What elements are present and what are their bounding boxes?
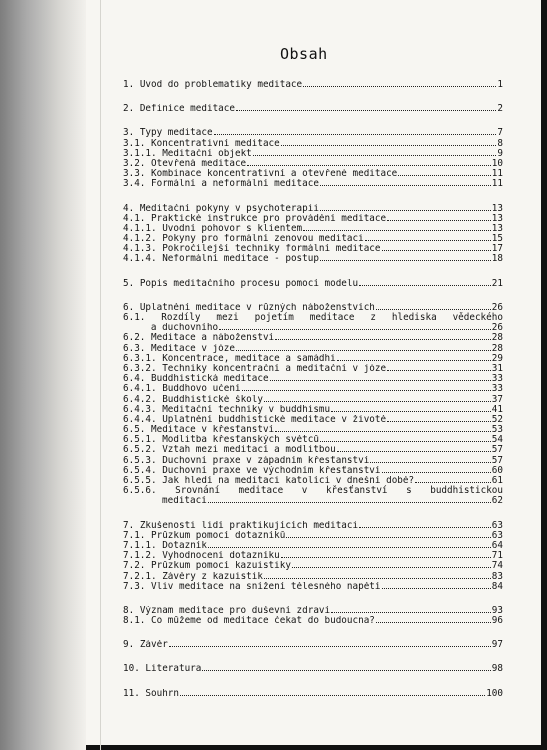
toc-entry-leader xyxy=(202,664,490,671)
toc-entry-leader xyxy=(415,476,491,483)
toc-entry-leader xyxy=(365,234,491,241)
toc-entry-leader xyxy=(275,333,491,340)
toc-entry-number: 6.4. xyxy=(123,373,146,385)
toc-entry-number: 6.1. xyxy=(123,312,146,323)
section-gap xyxy=(123,650,503,664)
toc-entry-text: Význam meditace pro duševní zdraví xyxy=(139,605,331,616)
toc-entry-leader xyxy=(303,80,496,87)
toc-entry-text: Vliv meditace na snížení tělesného napětí xyxy=(151,581,381,592)
toc-entry-page: 13 xyxy=(491,212,503,224)
toc-entry-leader xyxy=(275,425,491,432)
toc-entry-leader xyxy=(281,139,497,146)
toc-entry xyxy=(123,616,503,626)
toc-entry xyxy=(123,640,503,650)
toc-entry-leader xyxy=(208,496,491,503)
toc-section xyxy=(123,640,503,650)
toc-entry xyxy=(123,572,503,582)
toc-entry-page: 83 xyxy=(491,570,503,582)
toc-entry-leader xyxy=(387,214,491,221)
toc-entry-text: Uplatnění buddhistické meditace v životě xyxy=(162,414,387,425)
toc-entry xyxy=(123,405,503,415)
toc-entry-page: 13 xyxy=(491,202,503,214)
toc-entry-text: Pokyny pro formální zenovou meditaci xyxy=(162,234,364,245)
toc-entry-page: 28 xyxy=(491,332,503,344)
toc-entry-number: 7.2. xyxy=(123,560,146,572)
page-fold-line xyxy=(100,0,101,750)
toc-entry-page: 96 xyxy=(491,615,503,627)
toc-entry-leader xyxy=(281,551,491,558)
toc-entry xyxy=(123,466,503,476)
toc-entry-leader xyxy=(264,395,491,402)
toc-entry-leader xyxy=(303,224,491,231)
table-of-contents xyxy=(123,80,503,699)
toc-entry-text: Literatura xyxy=(145,664,202,675)
toc-entry-number: 7.2.1. xyxy=(123,570,157,582)
toc-entry-word: hlediska xyxy=(391,312,437,323)
book-gutter-shadow xyxy=(0,0,86,750)
toc-entry-page: 7 xyxy=(497,127,503,139)
toc-entry-text: Závěry z kazuistik xyxy=(162,571,263,582)
toc-entry-text: Meditační pokyny v psychoterapii xyxy=(139,203,319,214)
toc-entry xyxy=(123,279,503,289)
toc-entry-number: 6.4.2. xyxy=(123,393,157,405)
toc-entry-word: v xyxy=(301,485,308,497)
toc-entry xyxy=(123,344,503,354)
toc-entry xyxy=(123,234,503,244)
toc-entry-number: 8. xyxy=(123,604,135,616)
toc-entry-number: 7.1.2. xyxy=(123,550,157,562)
toc-entry-page: 63 xyxy=(491,519,503,531)
toc-entry-number: 3.3. xyxy=(123,168,146,180)
toc-entry-text: Kombinace koncentrativní a otevřené meditace xyxy=(151,169,398,180)
toc-entry-number: 6.5.4. xyxy=(123,464,157,476)
toc-entry-page: 9 xyxy=(497,147,503,159)
toc-entry-page: 18 xyxy=(491,253,503,265)
toc-entry xyxy=(123,128,503,138)
toc-section xyxy=(123,204,503,265)
toc-entry-page: 33 xyxy=(491,373,503,385)
toc-entry-page: 8 xyxy=(497,137,503,149)
toc-entry-text: Koncentrativní meditace xyxy=(151,138,280,149)
toc-section xyxy=(123,104,503,114)
toc-entry xyxy=(123,384,503,394)
toc-entry xyxy=(123,204,503,214)
toc-entry xyxy=(123,139,503,149)
toc-entry-leader xyxy=(387,415,491,422)
toc-entry-text: Meditace v józe xyxy=(151,343,235,354)
toc-entry-text: Závěr xyxy=(139,640,168,651)
toc-entry-page: 28 xyxy=(491,342,503,354)
toc-entry xyxy=(123,561,503,571)
toc-entry-page: 74 xyxy=(491,560,503,572)
toc-entry-leader xyxy=(376,616,491,623)
toc-entry-number: 6.5.6. xyxy=(123,485,157,497)
toc-entry-leader xyxy=(359,279,491,286)
toc-entry-leader xyxy=(264,572,491,579)
section-gap xyxy=(123,675,503,689)
toc-entry-leader xyxy=(208,541,491,548)
toc-entry-number: 7.3. xyxy=(123,580,146,592)
toc-entry xyxy=(123,354,503,364)
toc-entry-number: 3.1.1. xyxy=(123,147,157,159)
toc-entry-word: buddhistickou xyxy=(430,485,503,497)
toc-entry-number: 7. xyxy=(123,519,135,531)
toc-section xyxy=(123,128,503,189)
toc-entry-leader xyxy=(242,384,491,391)
toc-entry-page: 11 xyxy=(491,178,503,190)
toc-section xyxy=(123,279,503,289)
toc-entry-leader xyxy=(320,204,491,211)
toc-entry xyxy=(123,80,503,90)
toc-entry-page: 53 xyxy=(491,424,503,436)
toc-entry-number: 6.3.2. xyxy=(123,362,157,374)
toc-entry-text: Úvod do problematiky meditace xyxy=(139,80,303,90)
toc-entry xyxy=(123,159,503,169)
toc-entry-text: Meditace v křesťanství xyxy=(151,425,275,436)
toc-entry-text: Popis meditačního procesu pomocí modelu xyxy=(139,278,359,289)
toc-entry-text: Pokročilejší techniky formální meditace xyxy=(162,244,381,255)
toc-section xyxy=(123,689,503,699)
toc-entry-text: Uplatnění meditace v různých náboženstvích xyxy=(139,302,375,313)
toc-entry-leader xyxy=(376,303,491,310)
toc-entry-text: Techniky koncentrační a meditační v józe xyxy=(162,363,387,374)
toc-entry-text: Vyhodnocení dotazníku xyxy=(162,551,280,562)
toc-entry-number: 10. xyxy=(123,663,140,675)
toc-entry-number: 6.5.1. xyxy=(123,434,157,446)
toc-entry xyxy=(123,551,503,561)
toc-entry-number: 6.3.1. xyxy=(123,352,157,364)
toc-entry xyxy=(123,395,503,405)
toc-entry-number: 6.5. xyxy=(123,424,146,436)
toc-entry-text: Meditační objekt xyxy=(162,148,252,159)
toc-entry-number: 3. xyxy=(123,127,135,139)
toc-entry-page: 15 xyxy=(491,233,503,245)
toc-entry-text: Formální a neformální meditace xyxy=(151,179,319,190)
toc-entry-number: 4. xyxy=(123,202,135,214)
toc-entry-leader xyxy=(331,606,491,613)
toc-entry-text: Jak hledí na meditaci katolíci v dnešní době? xyxy=(162,476,415,486)
toc-entry-number: 8.1. xyxy=(123,615,146,627)
toc-entry-text: Praktické instrukce pro provádění meditace xyxy=(151,213,387,224)
toc-entry-text: meditací xyxy=(162,496,207,507)
toc-entry xyxy=(123,333,503,343)
toc-section xyxy=(123,521,503,592)
toc-entry xyxy=(123,541,503,551)
toc-entry-word: Srovnání xyxy=(175,485,220,497)
toc-entry-leader xyxy=(382,244,491,251)
toc-entry xyxy=(123,689,503,699)
toc-entry xyxy=(123,606,503,616)
toc-entry-leader xyxy=(337,445,491,452)
toc-entry-word: pojetím xyxy=(254,312,294,323)
toc-entry-number: 6.4.4. xyxy=(123,413,157,425)
toc-entry-page: 61 xyxy=(491,475,503,486)
toc-entry-leader xyxy=(253,149,497,156)
page-title: Obsah xyxy=(280,45,328,63)
toc-entry-number: 3.1. xyxy=(123,137,146,149)
toc-entry-page: 100 xyxy=(486,687,503,699)
toc-entry-leader xyxy=(337,354,491,361)
toc-entry-text: Průzkum pomocí dotazníků xyxy=(151,530,286,541)
toc-entry xyxy=(123,224,503,234)
toc-entry-text: Otevřená meditace xyxy=(151,158,247,169)
toc-entry-continuation xyxy=(123,496,503,506)
toc-entry-text: Duchovní praxe ve východním křesťanství xyxy=(162,465,381,476)
toc-entry-page: 57 xyxy=(491,444,503,456)
toc-entry xyxy=(123,415,503,425)
toc-entry xyxy=(123,582,503,592)
toc-entry-number: 6.5.3. xyxy=(123,454,157,466)
toc-entry-leader xyxy=(214,128,497,135)
toc-entry-word: Rozdíly xyxy=(161,312,201,323)
toc-entry xyxy=(123,364,503,374)
toc-entry-leader xyxy=(320,179,491,186)
toc-entry-line xyxy=(123,486,503,496)
toc-entry xyxy=(123,214,503,224)
toc-entry xyxy=(123,169,503,179)
toc-entry-leader xyxy=(169,640,491,647)
toc-entry-word: z xyxy=(370,312,376,323)
toc-entry-word: s xyxy=(406,485,412,497)
toc-entry-text: Buddhistická meditace xyxy=(151,374,269,385)
toc-entry-page: 60 xyxy=(491,464,503,476)
toc-entry-number: 3.4. xyxy=(123,178,146,190)
toc-entry-page: 98 xyxy=(491,663,503,675)
toc-entry xyxy=(123,531,503,541)
toc-entry-number: 1. xyxy=(123,79,135,90)
toc-entry-text: Neformální meditace - postup xyxy=(162,254,319,265)
toc-entry-text: Dotazník xyxy=(162,540,207,551)
toc-entry-leader xyxy=(359,521,491,528)
toc-entry-page: 2 xyxy=(497,103,503,115)
toc-entry-text: Meditace a náboženství xyxy=(151,333,275,344)
toc-entry xyxy=(123,456,503,466)
toc-entry-text: Typy meditace xyxy=(139,128,213,139)
toc-entry-number: 3.2. xyxy=(123,157,146,169)
section-gap xyxy=(123,592,503,606)
toc-entry-word: meditace xyxy=(309,312,355,323)
toc-entry-page: 13 xyxy=(491,222,503,234)
toc-entry-page: 17 xyxy=(491,243,503,255)
toc-entry-page: 31 xyxy=(491,362,503,374)
toc-entry-leader xyxy=(382,582,491,589)
toc-entry-leader xyxy=(247,159,491,166)
toc-entry-page: 26 xyxy=(491,301,503,313)
toc-entry xyxy=(123,149,503,159)
toc-entry-number: 7.1.1. xyxy=(123,539,157,551)
toc-entry xyxy=(123,254,503,264)
toc-entry-page: 1 xyxy=(497,79,503,90)
toc-entry-page: 52 xyxy=(491,413,503,425)
toc-entry-page: 33 xyxy=(491,383,503,395)
section-gap xyxy=(123,507,503,521)
toc-entry-leader xyxy=(236,344,491,351)
toc-entry-text: Definice meditace xyxy=(139,104,235,115)
toc-entry-leader xyxy=(320,254,491,261)
toc-section xyxy=(123,664,503,674)
toc-section xyxy=(123,606,503,626)
toc-entry-page: 11 xyxy=(491,168,503,180)
toc-entry-text: Zkušenosti lidí praktikujících meditaci xyxy=(139,520,359,531)
toc-entry-page: 62 xyxy=(491,495,503,507)
toc-entry-number: 4.1. xyxy=(123,212,146,224)
toc-entry-page: 26 xyxy=(491,322,503,334)
toc-entry-word: mezi xyxy=(216,312,239,323)
toc-entry-text: Modlitba křesťanských světců xyxy=(162,435,319,446)
toc-entry-text: Meditační techniky v buddhismu xyxy=(162,404,331,415)
toc-entry-number: 9. xyxy=(123,639,135,651)
toc-entry-number: 4.1.1. xyxy=(123,222,157,234)
toc-entry xyxy=(123,425,503,435)
toc-entry-leader xyxy=(286,531,490,538)
toc-entry-line xyxy=(123,313,503,323)
toc-entry-number: 2. xyxy=(123,103,135,115)
toc-entry-leader xyxy=(398,169,491,176)
toc-entry-text: Souhrn xyxy=(145,688,179,699)
toc-entry-continuation xyxy=(123,323,503,333)
toc-entry-word: meditace xyxy=(238,485,284,497)
toc-entry-leader xyxy=(370,456,490,463)
toc-entry-text: Buddhovo učení xyxy=(162,384,241,395)
toc-entry-number: 6.5.2. xyxy=(123,444,157,456)
toc-section xyxy=(123,80,503,90)
toc-entry-leader xyxy=(292,561,491,568)
toc-entry-number: 6. xyxy=(123,301,135,313)
toc-entry-leader xyxy=(320,435,491,442)
toc-entry-leader xyxy=(180,689,485,696)
toc-entry xyxy=(123,104,503,114)
toc-entry-text: Průzkum pomocí kazuistiky xyxy=(151,561,291,572)
toc-entry-page: 10 xyxy=(491,157,503,169)
toc-entry-leader xyxy=(382,466,491,473)
toc-entry-page: 63 xyxy=(491,529,503,541)
toc-entry-page: 71 xyxy=(491,550,503,562)
toc-entry-number: 4.1.2. xyxy=(123,233,157,245)
section-gap xyxy=(123,90,503,104)
toc-entry-number: 4.1.4. xyxy=(123,253,157,265)
toc-entry-text: a duchovního xyxy=(150,323,219,334)
toc-entry-leader xyxy=(219,323,491,330)
toc-entry-word: křesťanství xyxy=(325,485,388,497)
toc-entry-number: 6.4.1. xyxy=(123,383,157,395)
toc-entry-page: 21 xyxy=(491,277,503,289)
toc-entry-page: 29 xyxy=(491,352,503,364)
toc-entry-text: Úvodní pohovor s klientem xyxy=(162,223,303,234)
toc-entry-text: Duchovní praxe v západním křesťanství xyxy=(162,455,370,466)
toc-entry xyxy=(123,374,503,384)
toc-entry-text: Vztah mezi meditací a modlitbou xyxy=(162,445,336,456)
toc-entry-leader xyxy=(331,405,491,412)
toc-entry-word: vědeckého xyxy=(452,312,503,323)
section-gap xyxy=(123,190,503,204)
toc-entry-number: 6.5.5. xyxy=(123,475,157,486)
toc-entry-leader xyxy=(387,364,491,371)
toc-entry-page: 64 xyxy=(491,539,503,551)
toc-entry-number: 6.2. xyxy=(123,332,146,344)
toc-entry xyxy=(123,435,503,445)
toc-entry-text: Koncentrace, meditace a samádhi xyxy=(162,353,336,364)
toc-entry-number: 5. xyxy=(123,277,135,289)
toc-entry-leader xyxy=(270,374,491,381)
toc-entry xyxy=(123,664,503,674)
toc-entry-number: 11. xyxy=(123,687,140,699)
toc-entry-text: Buddhistické školy xyxy=(162,394,263,405)
toc-entry-page: 93 xyxy=(491,604,503,616)
section-gap xyxy=(123,265,503,279)
toc-entry-number: 6.4.3. xyxy=(123,403,157,415)
toc-entry-leader xyxy=(236,104,496,111)
toc-entry xyxy=(123,179,503,189)
section-gap xyxy=(123,114,503,128)
toc-section xyxy=(123,303,503,507)
toc-entry-page: 57 xyxy=(491,454,503,466)
toc-entry-number: 4.1.3. xyxy=(123,243,157,255)
toc-entry-number: 7.1. xyxy=(123,529,146,541)
toc-entry-text: Co můžeme od meditace čekat do budoucna? xyxy=(151,616,375,627)
toc-entry xyxy=(123,445,503,455)
toc-entry-page: 37 xyxy=(491,393,503,405)
toc-entry-page: 54 xyxy=(491,434,503,446)
toc-entry-number: 6.3. xyxy=(123,342,146,354)
toc-entry-page: 84 xyxy=(491,580,503,592)
toc-entry-page: 97 xyxy=(491,639,503,651)
toc-entry-page: 41 xyxy=(491,403,503,415)
section-gap xyxy=(123,289,503,303)
section-gap xyxy=(123,626,503,640)
toc-entry xyxy=(123,244,503,254)
toc-entry xyxy=(123,521,503,531)
